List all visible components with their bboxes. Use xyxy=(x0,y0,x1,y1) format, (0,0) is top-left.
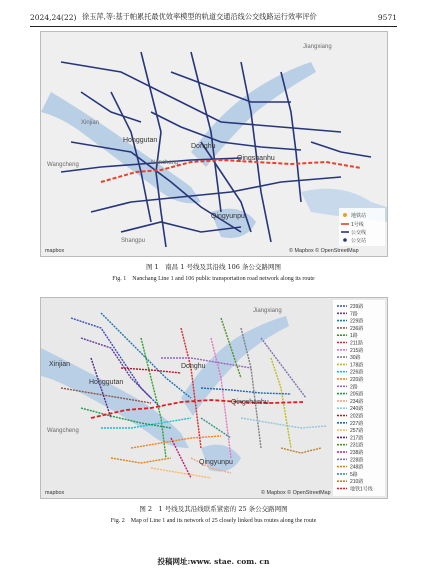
legend-item: 239路 xyxy=(350,304,364,310)
legend-item: 7路 xyxy=(350,311,358,318)
figure-2-caption-en: Fig. 2 Map of Line 1 and its network of 25 closely linked bus routes along the route xyxy=(110,518,317,524)
place-label: Qingyunpu xyxy=(199,459,233,466)
place-label: Qingshanhu xyxy=(237,155,275,162)
place-label: Qingshanhu xyxy=(231,399,269,406)
legend-item: 2路 xyxy=(350,384,358,391)
place-label: Honggutan xyxy=(89,379,124,386)
metro-station-icon xyxy=(343,213,347,217)
legend-item: 257路 xyxy=(350,428,364,435)
place-label: Jiangxiang xyxy=(253,308,282,314)
map-1-canvas xyxy=(41,32,387,256)
map-2-legend xyxy=(333,300,385,496)
legend-item: 公交站 xyxy=(351,238,367,244)
place-label: Donghu xyxy=(191,143,216,150)
mapbox-logo: mapbox xyxy=(45,490,65,496)
legend-item: 地铁站 xyxy=(351,213,367,219)
legend-item: 231路 xyxy=(350,442,364,449)
legend-item: 202路 xyxy=(350,413,364,420)
issue-number: 2024,24(22) xyxy=(30,12,77,22)
legend-item: 220路 xyxy=(350,377,364,383)
legend-item: 229路 xyxy=(350,318,364,325)
place-label: Wangcheng xyxy=(47,428,79,434)
map-figure-2 xyxy=(40,297,388,499)
place-label: Wangcheng xyxy=(47,162,79,168)
legend-item: 236路 xyxy=(350,325,364,332)
map-2-canvas xyxy=(41,298,387,498)
place-label: Nanchang xyxy=(151,160,179,166)
legend-item: 公交线 xyxy=(351,230,367,236)
legend-item: 228路 xyxy=(350,457,364,464)
legend-item: 240路 xyxy=(350,406,364,413)
legend-item: 30路 xyxy=(350,355,361,362)
place-label: Xinjian xyxy=(49,361,71,368)
legend-item: 215路 xyxy=(350,347,364,354)
map-attribution: © Mapbox © OpenStreetMap xyxy=(261,490,331,496)
legend-item: 217路 xyxy=(350,435,364,442)
figure-1-caption-cn: 图 1 南昌 1 号线及其沿线 106 条公交路网图 xyxy=(145,263,281,271)
legend-item: 210路 xyxy=(350,479,364,486)
legend-item: 211路 xyxy=(350,340,363,347)
page-number: 9571 xyxy=(377,12,397,22)
legend-item: 205路 xyxy=(350,391,364,398)
place-label: Xinjian xyxy=(81,120,100,126)
place-label: Jiangxiang xyxy=(303,44,332,50)
place-label: Honggutan xyxy=(123,137,158,144)
place-label: Shangpu xyxy=(121,238,146,244)
legend-item: 227路 xyxy=(350,420,364,427)
legend-item: 1号线 xyxy=(351,222,364,228)
figure-2-caption-cn: 图 2 1 号线及其沿线联系紧密的 25 条公交路网图 xyxy=(139,505,288,513)
legend-item: 238路 xyxy=(350,450,364,456)
mapbox-logo: mapbox xyxy=(45,248,65,254)
bus-stop-icon xyxy=(343,238,347,242)
legend-item: 234路 xyxy=(350,398,364,405)
legend-item: 248路 xyxy=(350,464,364,471)
map-1-legend xyxy=(339,208,385,246)
map-attribution: © Mapbox © OpenStreetMap xyxy=(289,248,359,254)
legend-item: 地铁1号线 xyxy=(350,486,373,493)
legend-item: 5路 xyxy=(350,471,358,478)
map-figure-1 xyxy=(40,31,388,257)
place-label: Donghu xyxy=(181,363,206,370)
legend-item: 226路 xyxy=(350,369,364,376)
place-label: Qingyunpu xyxy=(211,213,245,220)
legend-item: 1路 xyxy=(350,333,358,340)
running-title: 徐玉萍,等:基于帕累托最优效率模型的轨道交通沿线公交线路运行效率评价 xyxy=(82,12,317,21)
page-footer: 投稿网址:www. stae. com. cn xyxy=(157,557,270,566)
header-rule xyxy=(30,26,397,27)
figure-1-caption-en: Fig. 1 Nanchang Line 1 and 106 public transportation road network along its route xyxy=(112,276,315,282)
page-header xyxy=(30,10,397,24)
legend-item: 178路 xyxy=(350,362,364,369)
